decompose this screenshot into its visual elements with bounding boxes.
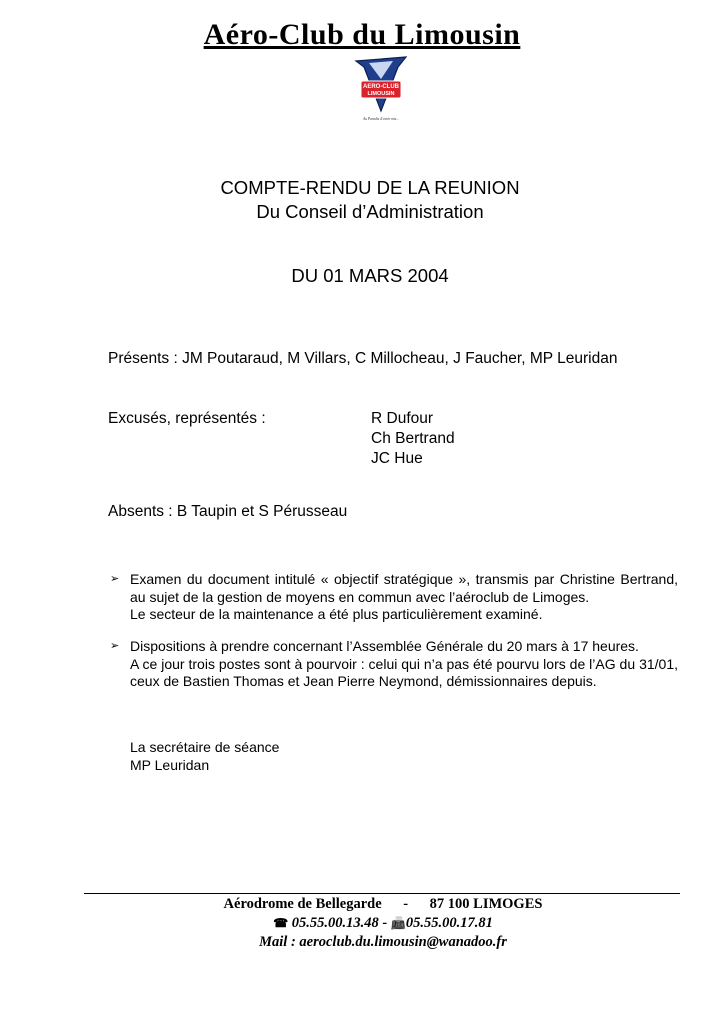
signature-role: La secrétaire de séance <box>130 739 280 755</box>
report-subtitle: Du Conseil d’Administration <box>256 201 484 222</box>
aero-club-logo <box>352 53 410 123</box>
excused-name: Ch Bertrand <box>371 430 455 447</box>
footer-address-left: Aérodrome de Bellegarde <box>223 896 382 912</box>
present-list: Présents : JM Poutaraud, M Villars, C Millocheau, J Faucher, MP Leuridan <box>108 350 618 367</box>
agenda-item <box>130 571 678 624</box>
footer-address-right: 87 100 LIMOGES <box>429 896 543 912</box>
club-name-heading: Aéro-Club du Limousin <box>203 18 521 51</box>
footer-contact-separator: - <box>382 915 388 931</box>
footer-address <box>0 894 724 914</box>
agenda-item-text: Examen du document intitulé « objectif stratégique », transmis par Christine Bertrand, au sujet de la gestion de moyens en commun avec l’aéroclub de Limoges. <box>130 571 678 605</box>
footer-fax: 05.55.00.17.81 <box>405 915 493 931</box>
footer-address-separator: - <box>403 896 409 912</box>
fax-icon: 📠 <box>390 916 406 930</box>
agenda-item-text: Dispositions à prendre concernant l’Assemblée Générale du 20 mars à 17 heures. <box>130 638 639 654</box>
logo-text-line2: LIMOUSIN <box>367 91 395 97</box>
footer-mail: Mail : aeroclub.du.limousin@wanadoo.fr <box>259 934 507 950</box>
meeting-date: DU 01 MARS 2004 <box>291 265 449 286</box>
excused-name: R Dufour <box>371 410 434 427</box>
absent-list: Absents : B Taupin et S Pérusseau <box>108 503 348 520</box>
logo-text-line1: AERO-CLUB <box>363 84 399 90</box>
logo-caption: Au Paradis d'avoir mis... <box>363 117 399 121</box>
footer-phone: 05.55.00.13.48 <box>291 915 379 931</box>
agenda-item <box>130 638 678 691</box>
report-title: COMPTE-RENDU DE LA REUNION <box>220 177 520 198</box>
phone-icon: ☎ <box>273 916 289 930</box>
excused-name: JC Hue <box>371 450 423 467</box>
agenda-item-text: Le secteur de la maintenance a été plus particulièrement examiné. <box>130 606 543 622</box>
arrow-bullet-icon: ➢ <box>110 573 120 585</box>
arrow-bullet-icon: ➢ <box>110 640 120 652</box>
agenda-item-text: A ce jour trois postes sont à pourvoir : celui qui n’a pas été pourvu lors de l’AG du 31/01, ceux de Bastien Thomas et Jean Pierre Neymond, démissionnaires depuis. <box>130 655 678 689</box>
signature-name: MP Leuridan <box>130 757 210 773</box>
footer-contact <box>0 913 724 933</box>
excused-label: Excusés, représentés : <box>108 410 266 427</box>
